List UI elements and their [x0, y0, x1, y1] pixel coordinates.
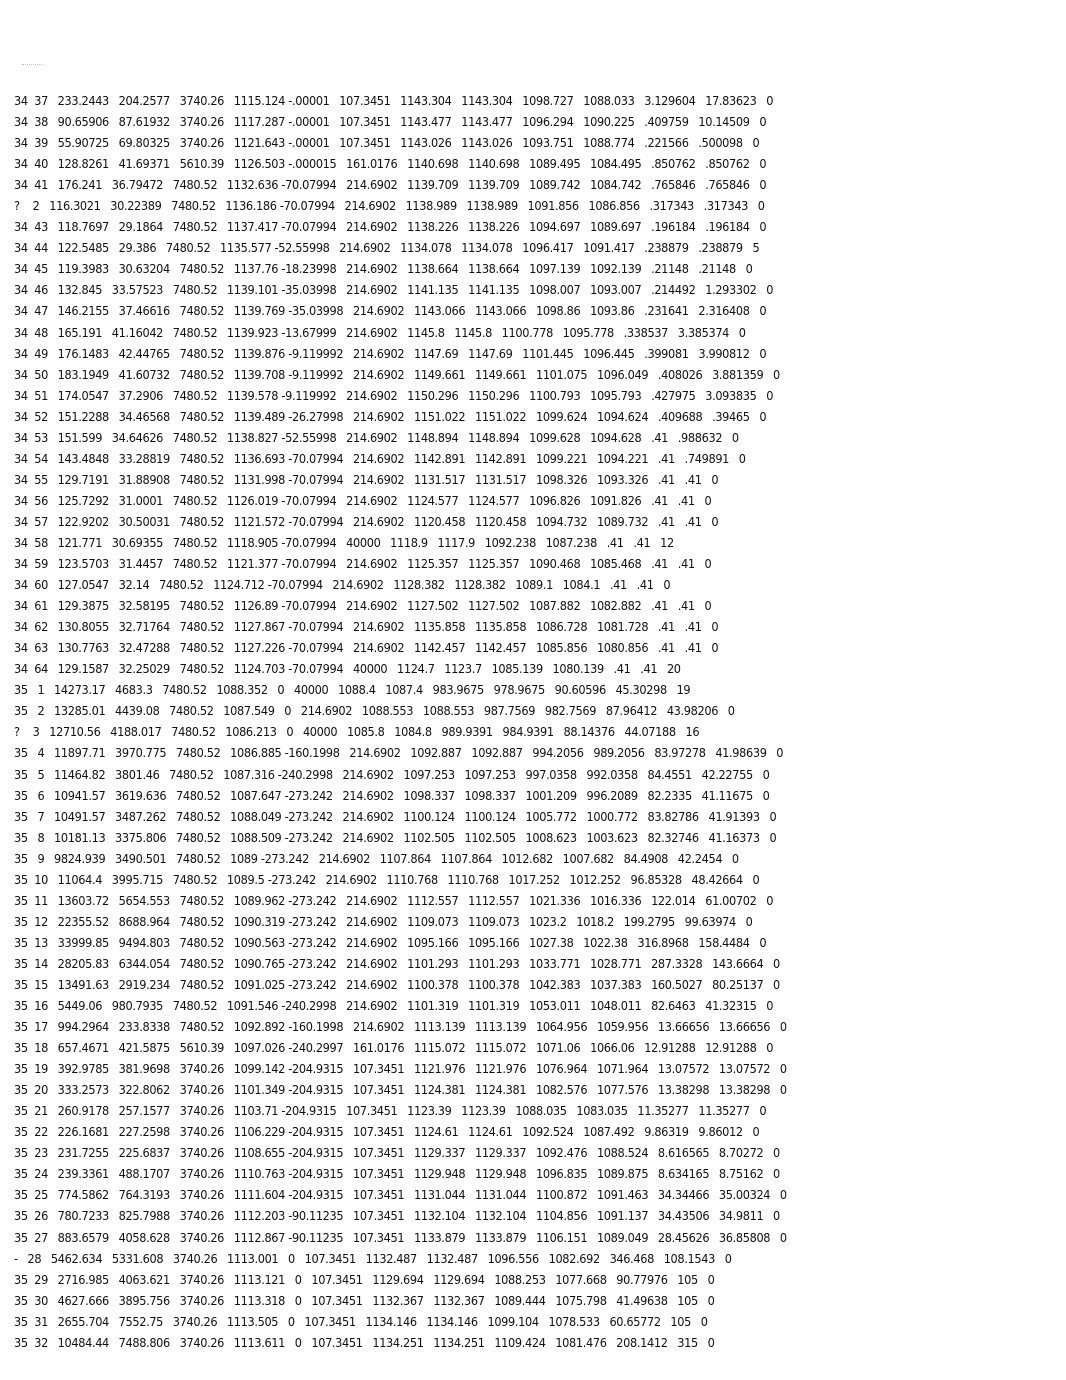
table-row: 35 29 2716.985 4063.621 3740.26 1113.121 0 107.3451 1129.694 1129.694 1088.253 1077.668 90.77976 105 0 — [14, 1271, 715, 1287]
table-row: 34 40 128.8261 41.69371 5610.39 1126.503 -.000015 161.0176 1140.698 1140.698 1089.495 1084.495 .850762 .850762 0 — [14, 156, 767, 172]
table-row: 35 24 239.3361 488.1707 3740.26 1110.763 -204.9315 107.3451 1129.948 1129.948 1096.835 1089.875 8.634165 8.75162 0 — [14, 1166, 780, 1182]
table-row: - 28 5462.634 5331.608 3740.26 1113.001 0 107.3451 1132.487 1132.487 1096.556 1082.692 346.468 108.1543 0 — [14, 1250, 732, 1266]
table-row: 34 55 129.7191 31.88908 7480.52 1131.998 -70.07994 214.6902 1131.517 1131.517 1098.326 1093.326 .41 .41 0 — [14, 471, 719, 487]
table-row: 34 39 55.90725 69.80325 3740.26 1121.643 -.00001 107.3451 1143.026 1143.026 1093.751 1088.774 .221566 .500098 0 — [14, 135, 760, 151]
table-row: 35 23 231.7255 225.6837 3740.26 1108.655 -204.9315 107.3451 1129.337 1129.337 1092.476 1088.524 8.616565 8.70272 0 — [14, 1145, 780, 1161]
table-row: 34 45 119.3983 30.63204 7480.52 1137.76 -18.23998 214.6902 1138.664 1138.664 1097.139 1092.139 .21148 .21148 0 — [14, 261, 753, 277]
table-row: 35 10 11064.4 3995.715 7480.52 1089.5 -273.242 214.6902 1110.768 1110.768 1017.252 1012.252 96.85328 48.42664 0 — [14, 871, 760, 887]
table-row: 34 38 90.65906 87.61932 3740.26 1117.287 -.00001 107.3451 1143.477 1143.477 1096.294 1090.225 .409759 10.14509 0 — [14, 114, 767, 130]
table-row: 35 32 10484.44 7488.806 3740.26 1113.611 0 107.3451 1134.251 1134.251 1109.424 1081.476 208.1412 315 0 — [14, 1334, 715, 1350]
table-row: 34 60 127.0547 32.14 7480.52 1124.712 -70.07994 214.6902 1128.382 1128.382 1089.1 1084.1 .41 .41 0 — [14, 577, 671, 593]
table-row: 34 46 132.845 33.57523 7480.52 1139.101 -35.03998 214.6902 1141.135 1141.135 1098.007 1093.007 .214492 1.293302 0 — [14, 282, 774, 298]
table-row: 35 2 13285.01 4439.08 7480.52 1087.549 0 214.6902 1088.553 1088.553 987.7569 982.7569 87.96412 43.98206 0 — [14, 703, 735, 719]
table-row: 35 16 5449.06 980.7935 7480.52 1091.546 -240.2998 214.6902 1101.319 1101.319 1053.011 1048.011 82.6463 41.32315 0 — [14, 998, 774, 1014]
table-row: 34 41 176.241 36.79472 7480.52 1132.636 -70.07994 214.6902 1139.709 1139.709 1089.742 1084.742 .765846 .765846 0 — [14, 177, 767, 193]
table-row: 34 54 143.4848 33.28819 7480.52 1136.693 -70.07994 214.6902 1142.891 1142.891 1099.221 1094.221 .41 .749891 0 — [14, 450, 746, 466]
table-row: 34 64 129.1587 32.25029 7480.52 1124.703 -70.07994 40000 1124.7 1123.7 1085.139 1080.139 .41 .41 20 — [14, 661, 681, 677]
table-row: 35 31 2655.704 7552.75 3740.26 1113.505 0 107.3451 1134.146 1134.146 1099.104 1078.533 60.65772 105 0 — [14, 1313, 708, 1329]
table-row: 35 22 226.1681 227.2598 3740.26 1106.229 -204.9315 107.3451 1124.61 1124.61 1092.524 1087.492 9.86319 9.86012 0 — [14, 1124, 760, 1140]
table-row: 35 11 13603.72 5654.553 7480.52 1089.962 -273.242 214.6902 1112.557 1112.557 1021.336 1016.336 122.014 61.00702 0 — [14, 892, 774, 908]
table-row: 35 19 392.9785 381.9698 3740.26 1099.142 -204.9315 107.3451 1121.976 1121.976 1076.964 1071.964 13.07572 13.07572 0 — [14, 1061, 787, 1077]
table-row: 34 48 165.191 41.16042 7480.52 1139.923 -13.67999 214.6902 1145.8 1145.8 1100.778 1095.778 .338537 3.385374 0 — [14, 324, 746, 340]
table-row: 35 5 11464.82 3801.46 7480.52 1087.316 -240.2998 214.6902 1097.253 1097.253 997.0358 992.0358 84.4551 42.22755 0 — [14, 766, 770, 782]
table-row: 35 26 780.7233 825.7988 3740.26 1112.203 -90.11235 107.3451 1132.104 1132.104 1104.856 1091.137 34.43506 34.9811 0 — [14, 1208, 780, 1224]
table-row: 35 13 33999.85 9494.803 7480.52 1090.563 -273.242 214.6902 1095.166 1095.166 1027.38 1022.38 316.8968 158.4484 0 — [14, 934, 767, 950]
table-row: 34 57 122.9202 30.50031 7480.52 1121.572 -70.07994 214.6902 1120.458 1120.458 1094.732 1089.732 .41 .41 0 — [14, 513, 719, 529]
table-row: 34 49 176.1483 42.44765 7480.52 1139.876 -9.119992 214.6902 1147.69 1147.69 1101.445 1096.445 .399081 3.990812 0 — [14, 345, 767, 361]
scan-mark — [22, 58, 42, 65]
table-row: 34 62 130.8055 32.71764 7480.52 1127.867 -70.07994 214.6902 1135.858 1135.858 1086.728 1081.728 .41 .41 0 — [14, 619, 719, 635]
table-row: ? 2 116.3021 30.22389 7480.52 1136.186 -70.07994 214.6902 1138.989 1138.989 1091.856 1086.856 .317343 .317343 0 — [14, 198, 765, 214]
table-row: 35 18 657.4671 421.5875 5610.39 1097.026 -240.2997 161.0176 1115.072 1115.072 1071.06 1066.06 12.91288 12.91288 0 — [14, 1040, 774, 1056]
table-row: 35 25 774.5862 764.3193 3740.26 1111.604 -204.9315 107.3451 1131.044 1131.044 1100.872 1091.463 34.34466 35.00324 0 — [14, 1187, 787, 1203]
table-row: 35 21 260.9178 257.1577 3740.26 1103.71 -204.9315 107.3451 1123.39 1123.39 1088.035 1083.035 11.35277 11.35277 0 — [14, 1103, 767, 1119]
table-row: ? 3 12710.56 4188.017 7480.52 1086.213 0 40000 1085.8 1084.8 989.9391 984.9391 88.14376 44.07188 16 — [14, 724, 700, 740]
table-row: 34 61 129.3875 32.58195 7480.52 1126.89 -70.07994 214.6902 1127.502 1127.502 1087.882 1082.882 .41 .41 0 — [14, 598, 712, 614]
table-row: 34 47 146.2155 37.46616 7480.52 1139.769 -35.03998 214.6902 1143.066 1143.066 1098.86 1093.86 .231641 2.316408 0 — [14, 303, 767, 319]
table-row: 35 30 4627.666 3895.756 3740.26 1113.318 0 107.3451 1132.367 1132.367 1089.444 1075.798 41.49638 105 0 — [14, 1292, 715, 1308]
table-row: 35 15 13491.63 2919.234 7480.52 1091.025 -273.242 214.6902 1100.378 1100.378 1042.383 1037.383 160.5027 80.25137 0 — [14, 976, 780, 992]
table-row: 35 14 28205.83 6344.054 7480.52 1090.765 -273.242 214.6902 1101.293 1101.293 1033.771 1028.771 287.3328 143.6664 0 — [14, 955, 780, 971]
table-row: 34 50 183.1949 41.60732 7480.52 1139.708 -9.119992 214.6902 1149.661 1149.661 1101.075 1096.049 .408026 3.881359 0 — [14, 366, 780, 382]
table-row: 34 44 122.5485 29.386 7480.52 1135.577 -52.55998 214.6902 1134.078 1134.078 1096.417 1091.417 .238879 .238879 5 — [14, 240, 760, 256]
table-row: 34 43 118.7697 29.1864 7480.52 1137.417 -70.07994 214.6902 1138.226 1138.226 1094.697 1089.697 .196184 .196184 0 — [14, 219, 767, 235]
table-row: 34 59 123.5703 31.4457 7480.52 1121.377 -70.07994 214.6902 1125.357 1125.357 1090.468 1085.468 .41 .41 0 — [14, 556, 712, 572]
table-row: 34 53 151.599 34.64626 7480.52 1138.827 -52.55998 214.6902 1148.894 1148.894 1099.628 1094.628 .41 .988632 0 — [14, 429, 739, 445]
table-row: 34 52 151.2288 34.46568 7480.52 1139.489 -26.27998 214.6902 1151.022 1151.022 1099.624 1094.624 .409688 .39465 0 — [14, 408, 767, 424]
data-table — [14, 90, 1044, 1353]
table-row: 35 12 22355.52 8688.964 7480.52 1090.319 -273.242 214.6902 1109.073 1109.073 1023.2 1018.2 199.2795 99.63974 0 — [14, 913, 753, 929]
table-row: 34 37 233.2443 204.2577 3740.26 1115.124 -.00001 107.3451 1143.304 1143.304 1098.727 1088.033 3.129604 17.83623 0 — [14, 93, 774, 108]
table-row: 35 4 11897.71 3970.775 7480.52 1086.885 -160.1998 214.6902 1092.887 1092.887 994.2056 989.2056 83.97278 41.98639 0 — [14, 745, 784, 761]
table-row: 34 51 174.0547 37.2906 7480.52 1139.578 -9.119992 214.6902 1150.296 1150.296 1100.793 1095.793 .427975 3.093835 0 — [14, 387, 774, 403]
table-row: 35 9 9824.939 3490.501 7480.52 1089 -273.242 214.6902 1107.864 1107.864 1012.682 1007.682 84.4908 42.2454 0 — [14, 850, 739, 866]
table-row: 35 6 10941.57 3619.636 7480.52 1087.647 -273.242 214.6902 1098.337 1098.337 1001.209 996.2089 82.2335 41.11675 0 — [14, 787, 770, 803]
table-row: 34 58 121.771 30.69355 7480.52 1118.905 -70.07994 40000 1118.9 1117.9 1092.238 1087.238 .41 .41 12 — [14, 534, 674, 550]
table-row: 35 20 333.2573 322.8062 3740.26 1101.349 -204.9315 107.3451 1124.381 1124.381 1082.576 1077.576 13.38298 13.38298 0 — [14, 1082, 787, 1098]
table-row: 35 17 994.2964 233.8338 7480.52 1092.892 -160.1998 214.6902 1113.139 1113.139 1064.956 1059.956 13.66656 13.66656 0 — [14, 1019, 787, 1035]
table-row: 35 8 10181.13 3375.806 7480.52 1088.509 -273.242 214.6902 1102.505 1102.505 1008.623 1003.623 82.32746 41.16373 0 — [14, 829, 777, 845]
table-row: 35 1 14273.17 4683.3 7480.52 1088.352 0 40000 1088.4 1087.4 983.9675 978.9675 90.60596 45.30298 19 — [14, 682, 691, 698]
table-row: 35 27 883.6579 4058.628 3740.26 1112.867 -90.11235 107.3451 1133.879 1133.879 1106.151 1089.049 28.45626 36.85808 0 — [14, 1229, 787, 1245]
table-row: 34 56 125.7292 31.0001 7480.52 1126.019 -70.07994 214.6902 1124.577 1124.577 1096.826 1091.826 .41 .41 0 — [14, 492, 712, 508]
table-row: 35 7 10491.57 3487.262 7480.52 1088.049 -273.242 214.6902 1100.124 1100.124 1005.772 1000.772 83.82786 41.91393 0 — [14, 808, 777, 824]
table-row: 34 63 130.7763 32.47288 7480.52 1127.226 -70.07994 214.6902 1142.457 1142.457 1085.856 1080.856 .41 .41 0 — [14, 640, 719, 656]
